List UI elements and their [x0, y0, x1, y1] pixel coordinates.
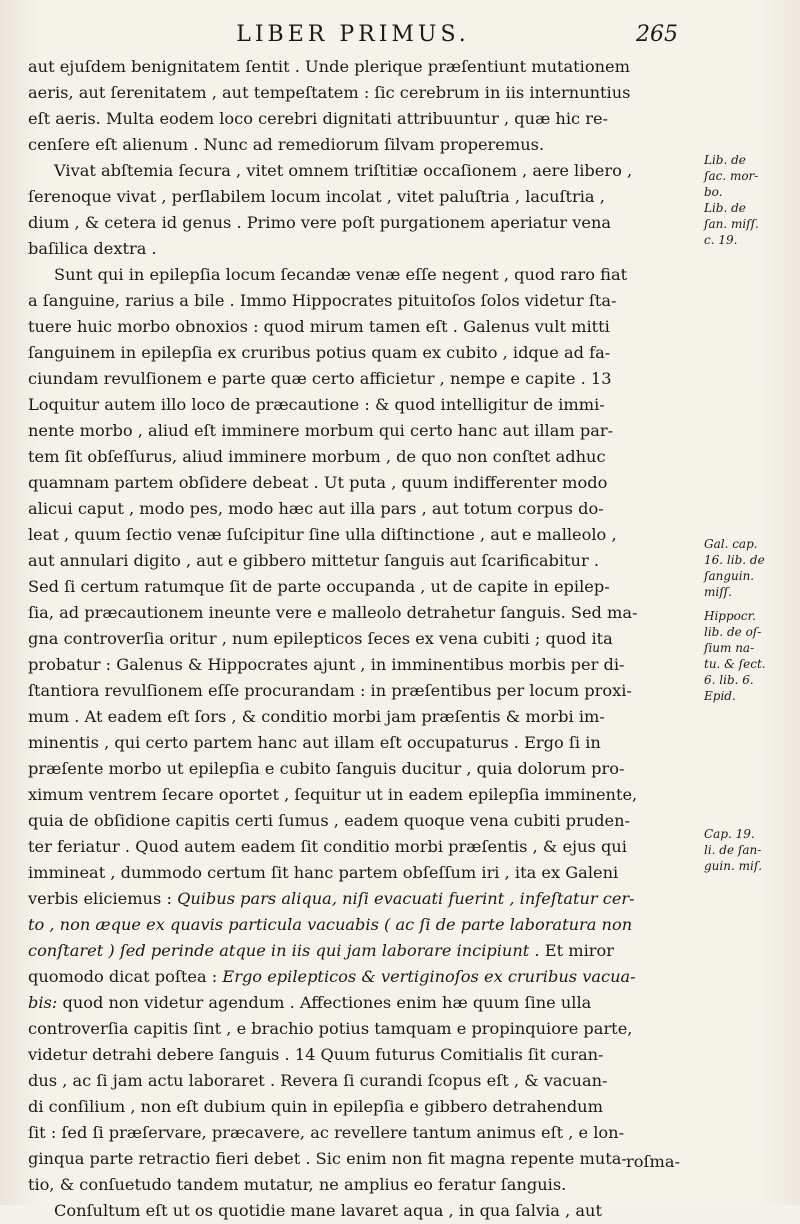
text-line-italic: Ergo epilepticos & vertiginoſos ex cruribus vacua-: [222, 967, 636, 986]
margin-note: [704, 536, 796, 600]
margin-note-line: 16. lib. de: [704, 553, 765, 567]
text-line: [28, 1068, 680, 1094]
text-line-roman: ginqua parte retractio fieri debet . Sic enim non fit magna repente muta-: [28, 1149, 627, 1168]
text-line: [28, 600, 680, 626]
text-line: [28, 860, 680, 886]
text-line-roman: dus , ac ſi jam actu laboraret . Revera ſi curandi ſcopus eſt , & vacuan-: [28, 1071, 608, 1090]
margin-note-line: Gal. cap.: [704, 537, 758, 551]
text-line-roman: aut annulari digito , aut e gibbero mittetur ſanguis aut ſcarificabitur .: [28, 551, 600, 570]
text-line-roman: ſtantiora revulſionem eſſe procurandam : in præſentibus per locum proxi-: [28, 681, 632, 700]
text-line: [28, 574, 680, 600]
text-line: [28, 1120, 680, 1146]
text-line: [28, 340, 680, 366]
text-line: [28, 262, 680, 288]
text-line: [28, 704, 680, 730]
margin-note: [704, 826, 796, 874]
text-line: [28, 834, 680, 860]
text-line-italic: Quibus pars aliqua, niſi evacuati fuerint , infeſtatur cer-: [177, 889, 635, 908]
text-line-roman: ſia, ad præcautionem ineunte vere e malleolo detrahetur ſanguis. Sed ma-: [28, 603, 638, 622]
text-line-roman: ximum ventrem ſecare oportet , ſequitur ut in eadem epilepſia imminente,: [28, 785, 638, 804]
text-line: [28, 964, 680, 990]
text-line: [28, 314, 680, 340]
text-line: [28, 730, 680, 756]
text-line-roman: a ſanguine, rarius a bile . Immo Hippocrates pituitoſos ſolos videtur ſta-: [28, 291, 617, 310]
body-text: [28, 54, 680, 1224]
text-line-roman: ſit : ſed ſi præſervare, præcavere, ac revellere tantum animus eſt , e lon-: [28, 1123, 625, 1142]
text-line: [28, 548, 680, 574]
margin-note: [704, 152, 796, 200]
text-line-roman: videtur detrahi debere ſanguis . 14 Quum futurus Comitialis ſit curan-: [28, 1045, 604, 1064]
margin-note-line: ſanguin.: [704, 569, 755, 583]
text-line: [28, 106, 680, 132]
text-line-italic: to , non æque ex quavis particula vacuabis ( ac ſi de parte laboratura non: [28, 915, 633, 934]
margin-note-line: Lib. de: [704, 153, 746, 167]
text-line: [28, 444, 680, 470]
text-line-roman: ciundam revulſionem e parte quæ certo afficietur , nempe e capite . 13: [28, 369, 612, 388]
text-line-roman: eſt aeris. Multa eodem loco cerebri dignitati attribuuntur , quæ hic re-: [28, 109, 609, 128]
text-line: [28, 756, 680, 782]
text-line-roman: immineat , dummodo certum ſit hanc partem obſeſſum iri , ita ex Galeni: [28, 863, 619, 882]
text-line-italic: bis:: [28, 993, 58, 1012]
text-line-roman: quamnam partem obſidere debeat . Ut puta , quum indifferenter modo: [28, 473, 608, 492]
text-line: [28, 80, 680, 106]
page-number: 265: [636, 22, 678, 47]
margin-note: [704, 200, 796, 248]
text-line-roman: di conſilium , non eſt dubium quin in epilepſia e gibbero detrahendum: [28, 1097, 603, 1116]
margin-note-line: ſium na-: [704, 641, 755, 655]
text-line: [28, 678, 680, 704]
text-line-italic: conſtaret ) ſed perinde atque in iis qui jam laborare incipiunt .: [28, 941, 540, 960]
text-line-roman: alicui caput , modo pes, modo hæc aut illa pars , aut totum corpus do-: [28, 499, 604, 518]
text-line: [28, 522, 680, 548]
text-line-roman: mum . At eadem eſt ſors , & conditio morbi jam præſentis & morbi im-: [28, 707, 605, 726]
text-line: [28, 210, 680, 236]
text-line: [28, 1016, 680, 1042]
text-line-roman: quomodo dicat poſtea :: [28, 967, 218, 986]
text-line: [28, 808, 680, 834]
margin-note-line: miſſ.: [704, 585, 732, 599]
text-line-tail: quod non videtur agendum . Affectiones enim hæ quum ſine ulla: [62, 993, 592, 1012]
text-line-roman: dium , & cetera id genus . Primo vere poſt purgationem aperiatur vena: [28, 213, 612, 232]
text-line: [28, 418, 680, 444]
margin-note-line: c. 19.: [704, 233, 738, 247]
margin-note-line: Epid.: [704, 689, 736, 703]
text-line-roman: minentis , qui certo partem hanc aut illam eſt occupaturus . Ergo ſi in: [28, 733, 601, 752]
text-line-roman: ſerenoque vivat , perſlabilem locum incolat , vitet paluſtria , lacuſtria ,: [28, 187, 605, 206]
text-line-tail: Et miror: [544, 941, 614, 960]
text-line-roman: cenſere eſt alienum . Nunc ad remediorum ſilvam properemus.: [28, 135, 545, 154]
margin-note-line: Cap. 19.: [704, 827, 755, 841]
text-line-roman: ſanguinem in epilepſia ex cruribus potius quam ex cubito , idque ad fa-: [28, 343, 611, 362]
text-line: [28, 496, 680, 522]
text-line-roman: ter feriatur . Quod autem eadem ſit conditio morbi præſentis , & ejus qui: [28, 837, 627, 856]
text-line-roman: leat , quum ſectio venæ ſuſcipitur ſine ulla diſtinctione , aut e malleolo ,: [28, 525, 617, 544]
text-line: [28, 886, 680, 912]
text-line-roman: tio, & conſuetudo tandem mutatur, ne amplius eo feratur ſanguis.: [28, 1175, 567, 1194]
text-line: [28, 652, 680, 678]
text-line-roman: Sunt qui in epilepſia locum ſecandæ venæ eſſe negent , quod raro fiat: [54, 265, 628, 284]
text-line-roman: baſilica dextra .: [28, 239, 157, 258]
text-line-roman: Loquitur autem illo loco de præcautione : & quod intelligitur de immi-: [28, 395, 605, 414]
text-line: [28, 470, 680, 496]
text-line: [28, 1094, 680, 1120]
text-line: [28, 990, 680, 1016]
text-line: [28, 1172, 680, 1198]
margin-note-line: li. de ſan-: [704, 843, 762, 857]
margin-note-line: Hippocr.: [704, 609, 756, 623]
margin-note-line: Lib. de: [704, 201, 746, 215]
catchword: roſma-: [626, 1152, 680, 1171]
text-line: [28, 288, 680, 314]
text-line-roman: probatur : Galenus & Hippocrates ajunt , in imminentibus morbis per di-: [28, 655, 625, 674]
page-header: [28, 22, 678, 52]
text-line-roman: tuere huic morbo obnoxios : quod mirum tamen eſt . Galenus vult mitti: [28, 317, 610, 336]
text-line: [28, 782, 680, 808]
text-line: [28, 912, 680, 938]
text-line: [28, 158, 680, 184]
text-line-roman: aut ejuſdem benignitatem ſentit . Unde plerique præſentiunt mutationem: [28, 57, 630, 76]
margin-note-line: ſan. miſſ.: [704, 217, 759, 231]
text-line: [28, 54, 680, 80]
text-line: [28, 184, 680, 210]
margin-note-line: tu. & ſect.: [704, 657, 766, 671]
text-line: [28, 938, 680, 964]
text-line-roman: verbis eliciemus :: [28, 889, 172, 908]
margin-note-line: ſac. mor-: [704, 169, 759, 183]
margin-note-line: bo.: [704, 185, 723, 199]
text-line: [28, 626, 680, 652]
text-line: [28, 132, 680, 158]
text-line-roman: gna controverſia oritur , num epilepticos ſeces ex vena cubiti ; quod ita: [28, 629, 613, 648]
margin-note-line: guin. miſ.: [704, 859, 763, 873]
text-line-roman: Sed ſi certum ratumque ſit de parte occupanda , ut de capite in epilep-: [28, 577, 610, 596]
margin-note-line: lib. de oſ-: [704, 625, 762, 639]
text-line-roman: aeris, aut ſerenitatem , aut tempeſtatem : ſic cerebrum in iis internuntius: [28, 83, 631, 102]
text-line: [28, 1042, 680, 1068]
text-line-roman: tem ſit obſeſſurus, aliud imminere morbum , de quo non conſtet adhuc: [28, 447, 606, 466]
text-line: [28, 366, 680, 392]
text-line: [28, 392, 680, 418]
text-line: [28, 236, 680, 262]
text-line-roman: controverſia capitis ſint , e brachio potius tamquam e propinquiore parte,: [28, 1019, 633, 1038]
margin-note: [704, 608, 796, 704]
text-line-roman: quia de obſidione capitis certi ſumus , eadem quoque vena cubiti pruden-: [28, 811, 630, 830]
margin-note-line: 6. lib. 6.: [704, 673, 754, 687]
running-head: LIBER PRIMUS.: [236, 22, 470, 47]
text-line-roman: Vivat abſtemia ſecura , vitet omnem triſtitiæ occaſionem , aere libero ,: [54, 161, 633, 180]
text-line-roman: Conſultum eſt ut os quotidie mane lavaret aqua , in qua ſalvia , aut: [54, 1201, 602, 1220]
text-line: [28, 1198, 680, 1224]
text-line-roman: præſente morbo ut epilepſia e cubito ſanguis ducitur , quia dolorum pro-: [28, 759, 625, 778]
text-line-roman: nente morbo , aliud eſt imminere morbum qui certo hanc aut illam par-: [28, 421, 614, 440]
